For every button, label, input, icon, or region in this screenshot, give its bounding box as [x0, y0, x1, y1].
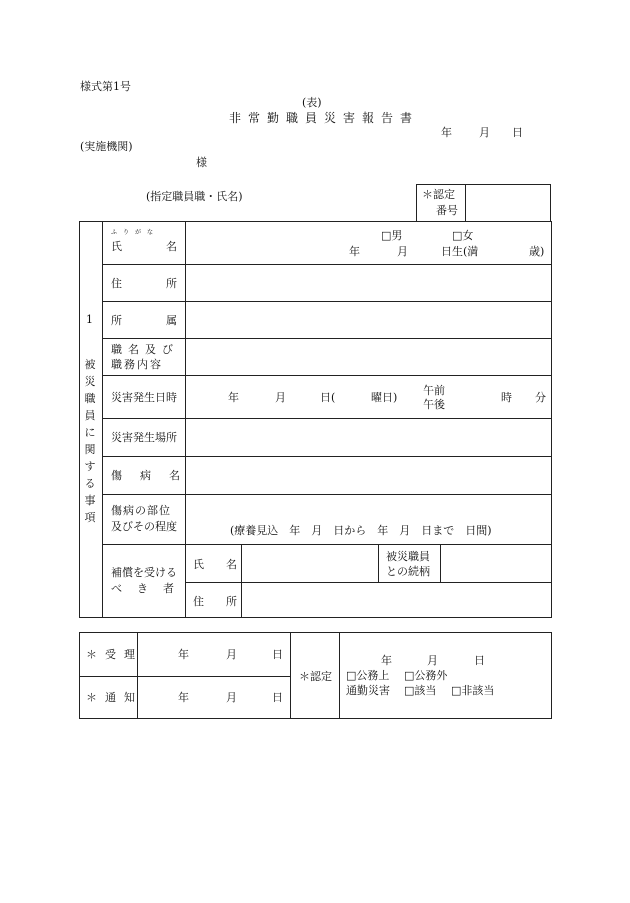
birth-month: 月	[397, 245, 408, 258]
agency-label: (実施機関)	[80, 140, 133, 153]
birth-year: 年	[349, 245, 360, 258]
duty-off-checkbox[interactable]: □公務外	[404, 669, 448, 682]
header-day: 日	[512, 126, 523, 139]
honorific: 様	[196, 156, 207, 169]
place-label: 災害発生場所	[111, 431, 177, 444]
cert-number-label-1: ＊認定	[422, 188, 455, 201]
applicable-checkbox[interactable]: □該当	[404, 684, 437, 697]
header-month: 月	[479, 126, 490, 139]
header-year: 年	[441, 126, 452, 139]
receipt-day: 日	[272, 648, 283, 661]
receipt-label: ＊受理	[86, 648, 143, 661]
furigana-label: ふりがな	[111, 229, 160, 236]
injury-label: 傷病名	[111, 469, 198, 482]
dt-hour: 時	[501, 391, 512, 404]
cert-number-label-2: 番号	[436, 204, 458, 217]
notice-month: 月	[226, 691, 237, 704]
document-title: 非常勤職員災害報告書	[229, 111, 420, 125]
affiliation-label: 所属	[111, 314, 221, 327]
part-label-1: 傷病の部位	[111, 504, 171, 517]
section-number: 1	[86, 313, 93, 326]
commute-label: 通勤災害	[346, 684, 390, 697]
datetime-label: 災害発生日時	[111, 391, 177, 404]
not-applicable-checkbox[interactable]: □非該当	[451, 684, 495, 697]
designated-official-label: (指定職員職・氏名)	[146, 190, 243, 203]
job-label-2: 職務内容	[111, 358, 163, 371]
dt-year: 年	[228, 391, 239, 404]
gender-female-checkbox[interactable]: □女	[452, 229, 474, 242]
dt-pm: 午後	[423, 398, 445, 411]
gender-male-checkbox[interactable]: □男	[381, 229, 403, 242]
form-number: 様式第1号	[80, 80, 131, 93]
side-label: (表)	[302, 96, 322, 109]
certification-label: ＊認定	[299, 670, 332, 683]
birth-age: 歳)	[529, 245, 545, 258]
part-label-2: 及びその程度	[111, 520, 177, 533]
notice-label: ＊通知	[86, 691, 143, 704]
dt-day: 日(	[320, 391, 336, 404]
cert-year: 年	[381, 654, 392, 667]
recipient-relation-label-1: 被災職員	[386, 550, 430, 563]
receipt-month: 月	[226, 648, 237, 661]
dt-weekday: 曜日)	[371, 391, 398, 404]
dt-minute: 分	[535, 391, 546, 404]
cert-day: 日	[474, 654, 485, 667]
receipt-year: 年	[178, 648, 189, 661]
recipient-address-label: 住所	[193, 595, 259, 608]
dt-am: 午前	[423, 384, 445, 397]
notice-day: 日	[272, 691, 283, 704]
recipient-name-label: 氏名	[193, 558, 259, 571]
recipient-label-1: 補償を受ける	[111, 566, 177, 579]
job-label-1: 職名及び	[111, 343, 179, 356]
address-label: 住所	[111, 277, 221, 290]
recipient-relation-label-2: との続柄	[386, 565, 430, 578]
cert-month: 月	[427, 654, 438, 667]
notice-year: 年	[178, 691, 189, 704]
section-title: 被災職員に関する事項	[84, 358, 96, 524]
duty-on-checkbox[interactable]: □公務上	[346, 669, 390, 682]
dt-month: 月	[275, 391, 286, 404]
recipient-label-2: べき者	[111, 582, 189, 595]
treatment-period: (療養見込 年 月 日から 年 月 日まで 日間)	[230, 524, 492, 537]
name-label: 氏名	[111, 240, 221, 253]
birth-day: 日生(満	[441, 245, 479, 258]
